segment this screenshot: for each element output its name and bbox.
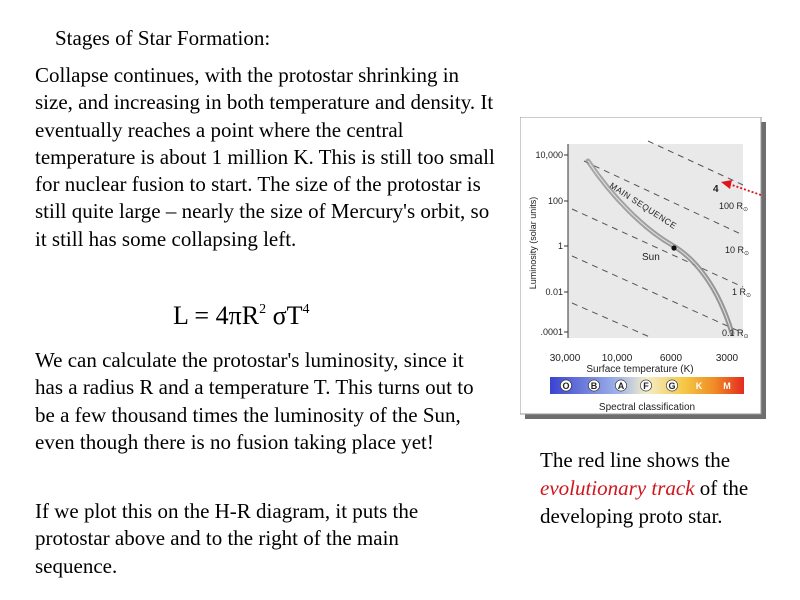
y-tick-1: 100 [547, 196, 563, 206]
spectral-class-m: M [723, 381, 731, 391]
radius-100-symbol: ⊙ [743, 207, 749, 213]
slide-title: Stages of Star Formation: [55, 26, 271, 50]
x-tick-1: 10,000 [601, 353, 633, 364]
luminosity-equation [173, 300, 309, 332]
y-tick-0: 10,000 [535, 150, 563, 160]
spectral-class-g: G [668, 381, 676, 391]
sun-marker [671, 245, 676, 250]
radius-1-value: 1 R [732, 287, 747, 297]
x-axis-label: Surface temperature (K) [586, 364, 694, 375]
y-axis-label: Luminosity (solar units) [528, 196, 538, 290]
x-tick-0: 30,000 [549, 353, 581, 364]
spectral-class-k: K [695, 381, 703, 391]
paragraph-collapse: Collapse continues, with the protostar shrinking in size, and increasing in both temperature and density. It eventually reaches a point where the central temperature is about 1 million K. This is still too small for nuclear fusion to start. The size of the protostar is still quite large – nearly the size of Mercury's orbit, so it still has some collapsing left. [35, 63, 495, 251]
spectral-label: Spectral classification [598, 402, 696, 413]
spectral-class-b: B [590, 381, 598, 391]
x-tick-2: 6000 [659, 353, 683, 364]
figure-caption [540, 446, 765, 530]
radius-10-value: 10 R [725, 245, 745, 255]
spectral-class-a: A [617, 381, 625, 391]
temperature-exponent: 4 [302, 302, 310, 317]
y-tick-2: 1 [557, 241, 563, 251]
spectral-class-o: O [562, 381, 570, 391]
radius-exponent: 2 [259, 302, 267, 317]
hr-diagram [520, 117, 766, 419]
hr-diagram-figure [520, 117, 766, 419]
equation-sigma-t: σT [266, 301, 303, 330]
paragraph-hr-plot: If we plot this on the H-R diagram, it puts the protostar above and to the right of the main sequence. [35, 499, 419, 578]
caption-highlight: evolutionary track [540, 476, 695, 500]
x-tick-3: 3000 [715, 353, 739, 364]
y-tick-3: 0.01 [545, 287, 563, 297]
paragraph-luminosity: We can calculate the protostar's luminosity, since it has a radius R and a temperature T. This turns out to be a few thousand times the luminosity of the Sun, even though there is no fusion taking place yet! [35, 348, 474, 454]
main-sequence-label: MAIN SEQUENCE [607, 180, 679, 232]
spectral-class-f: F [643, 381, 649, 391]
radius-1-symbol: ⊙ [746, 293, 752, 299]
radius-01-symbol: ⊙ [743, 334, 749, 340]
radius-10-symbol: ⊙ [744, 251, 750, 257]
caption-text-before: The red line shows the [540, 448, 731, 472]
radius-01-value: 0.1 R [722, 328, 744, 338]
y-tick-4: .0001 [540, 327, 563, 337]
caption-text-after: of the developing proto star. [540, 476, 749, 528]
radius-100-value: 100 R [719, 201, 744, 211]
equation-lhs: L = 4πR [173, 301, 260, 330]
sun-label: Sun [642, 252, 660, 263]
stage-4-marker: 4 [713, 184, 719, 195]
